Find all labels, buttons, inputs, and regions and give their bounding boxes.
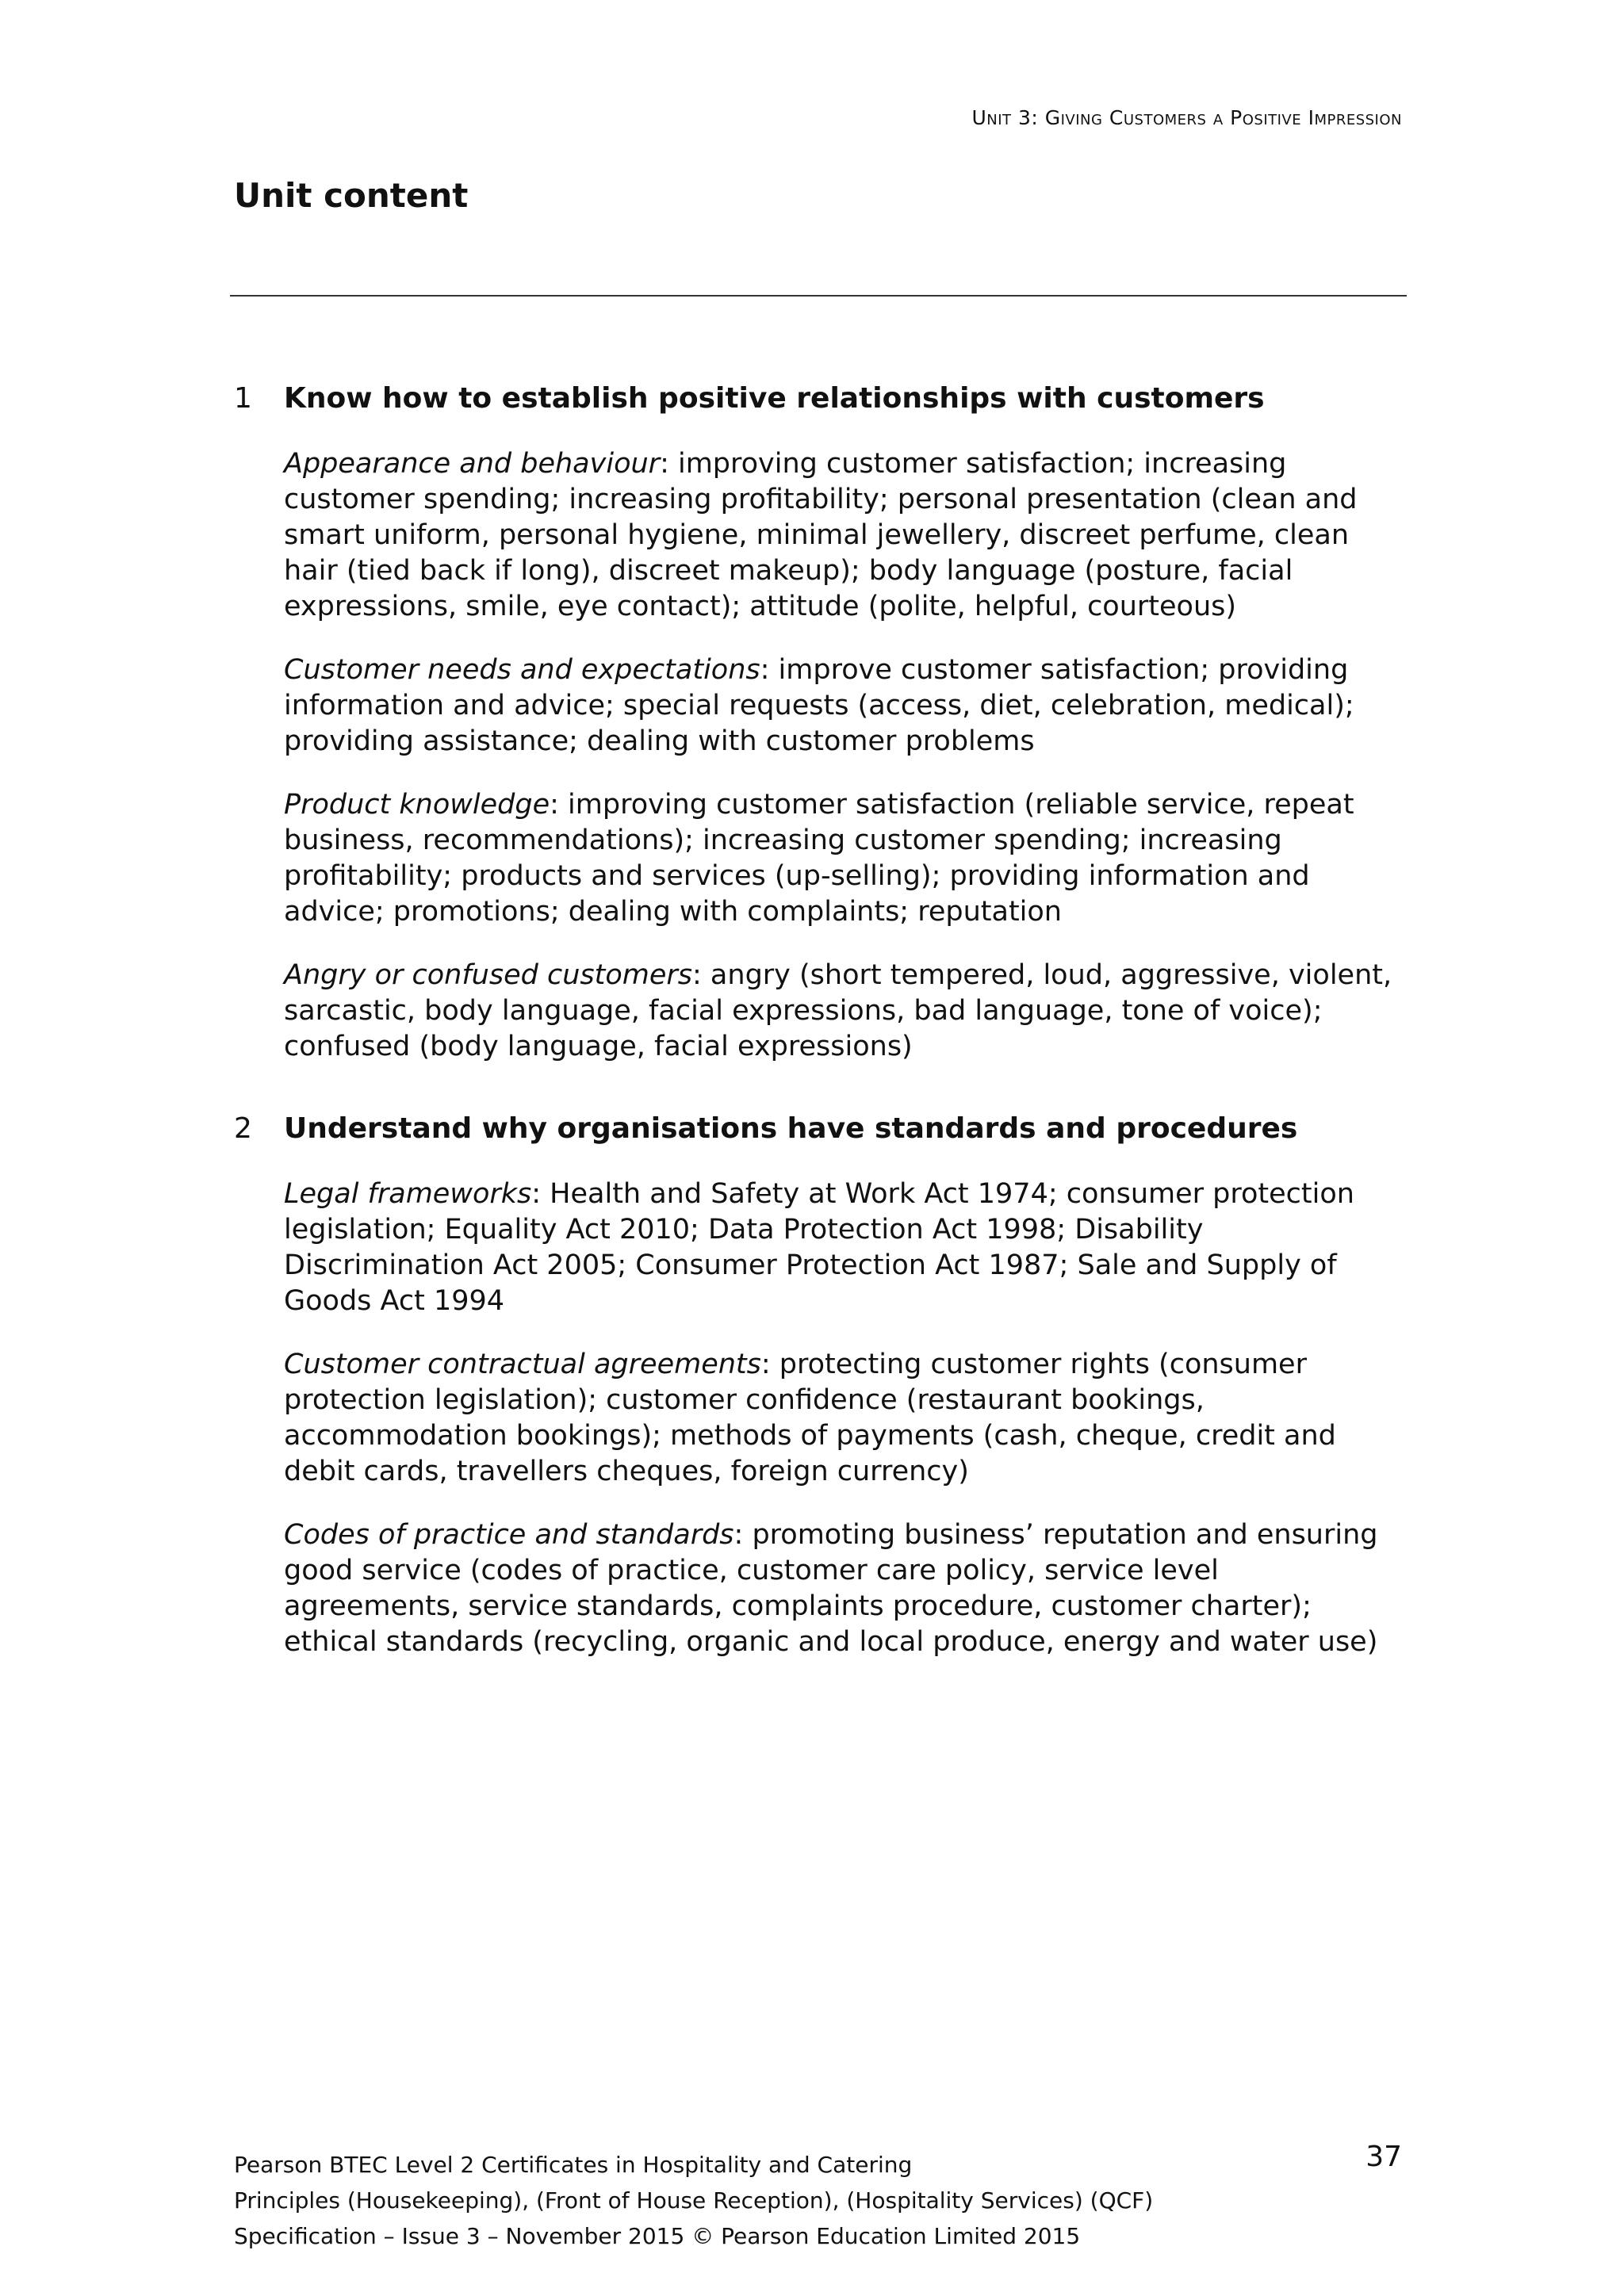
running-header: Unit 3: Giving Customers a Positive Impression <box>971 106 1402 129</box>
paragraph-term: Product knowledge <box>284 789 550 821</box>
section-1 <box>234 379 1408 1065</box>
title-divider <box>230 295 1407 297</box>
paragraph-text: : improve customer satisfaction; providing information and advice; special requests (access, diet, celebration, medical); providing assistance; dealing with customer problems <box>284 654 1354 757</box>
content-paragraph <box>284 1347 1402 1490</box>
paragraph-text: : protecting customer rights (consumer protection legislation); customer confidence (restaurant bookings, accommodation bookings); methods of payments (cash, cheque, credit and debit cards, travellers cheques, foreign currency) <box>284 1349 1336 1487</box>
paragraph-term: Customer contractual agreements <box>284 1349 761 1380</box>
section-number: 2 <box>234 1112 252 1145</box>
paragraph-term: Angry or confused customers <box>284 959 693 991</box>
content-paragraph <box>284 652 1402 760</box>
paragraph-term: Legal frameworks <box>284 1178 532 1210</box>
section-heading <box>234 1109 1408 1149</box>
footer-line: Pearson BTEC Level 2 Certificates in Hospitality and Catering <box>234 2152 913 2178</box>
content-paragraph <box>284 1517 1402 1660</box>
footer-line: Specification – Issue 3 – November 2015 © Pearson Education Limited 2015 <box>234 2223 1081 2249</box>
page-footer <box>234 2147 1408 2254</box>
paragraph-text: : improving customer satisfaction (reliable service, repeat business, recommendations); increasing customer spending; increasing profitability; products and services (up-selling); providing information and advice; promotions; dealing with complaints; reputation <box>284 789 1354 928</box>
content-paragraph <box>284 1177 1402 1319</box>
paragraph-term: Customer needs and expectations <box>284 654 760 686</box>
paragraph-text: : promoting business’ reputation and ensuring good service (codes of practice, customer care policy, service level agreements, service standards, complaints procedure, customer charter); ethical standards (recycling, organic and local produce, energy and water use) <box>284 1519 1378 1658</box>
content-paragraph <box>284 446 1402 625</box>
unit-content-body <box>234 379 1408 1705</box>
section-title: Understand why organisations have standards and procedures <box>284 1112 1298 1145</box>
page-number: 37 <box>1365 2141 1402 2173</box>
section-number: 1 <box>234 382 252 415</box>
section-2 <box>234 1109 1408 1660</box>
paragraph-text: : improving customer satisfaction; increasing customer spending; increasing profitability; personal presentation (clean and smart uniform, personal hygiene, minimal jewellery, discreet perfume, clean hair (tied back if long), discreet makeup); body language (posture, facial expressions, smile, eye contact); attitude (polite, helpful, courteous) <box>284 448 1358 622</box>
section-title: Know how to establish positive relationships with customers <box>284 382 1265 415</box>
section-heading <box>234 379 1408 419</box>
content-paragraph <box>284 787 1402 930</box>
paragraph-term: Appearance and behaviour <box>284 448 661 480</box>
paragraph-text: : angry (short tempered, loud, aggressive, violent, sarcastic, body language, facial expressions, bad language, tone of voice); confused (body language, facial expressions) <box>284 959 1392 1062</box>
paragraph-term: Codes of practice and standards <box>284 1519 734 1551</box>
content-paragraph <box>284 958 1402 1065</box>
page-title: Unit content <box>234 176 469 215</box>
paragraph-text: : Health and Safety at Work Act 1974; consumer protection legislation; Equality Act 2010; Data Protection Act 1998; Disability Discrimination Act 2005; Consumer Protection Act 1987; Sale and Supply of Goods Act 1994 <box>284 1178 1354 1317</box>
footer-line: Principles (Housekeeping), (Front of House Reception), (Hospitality Services) (QCF) <box>234 2187 1154 2214</box>
